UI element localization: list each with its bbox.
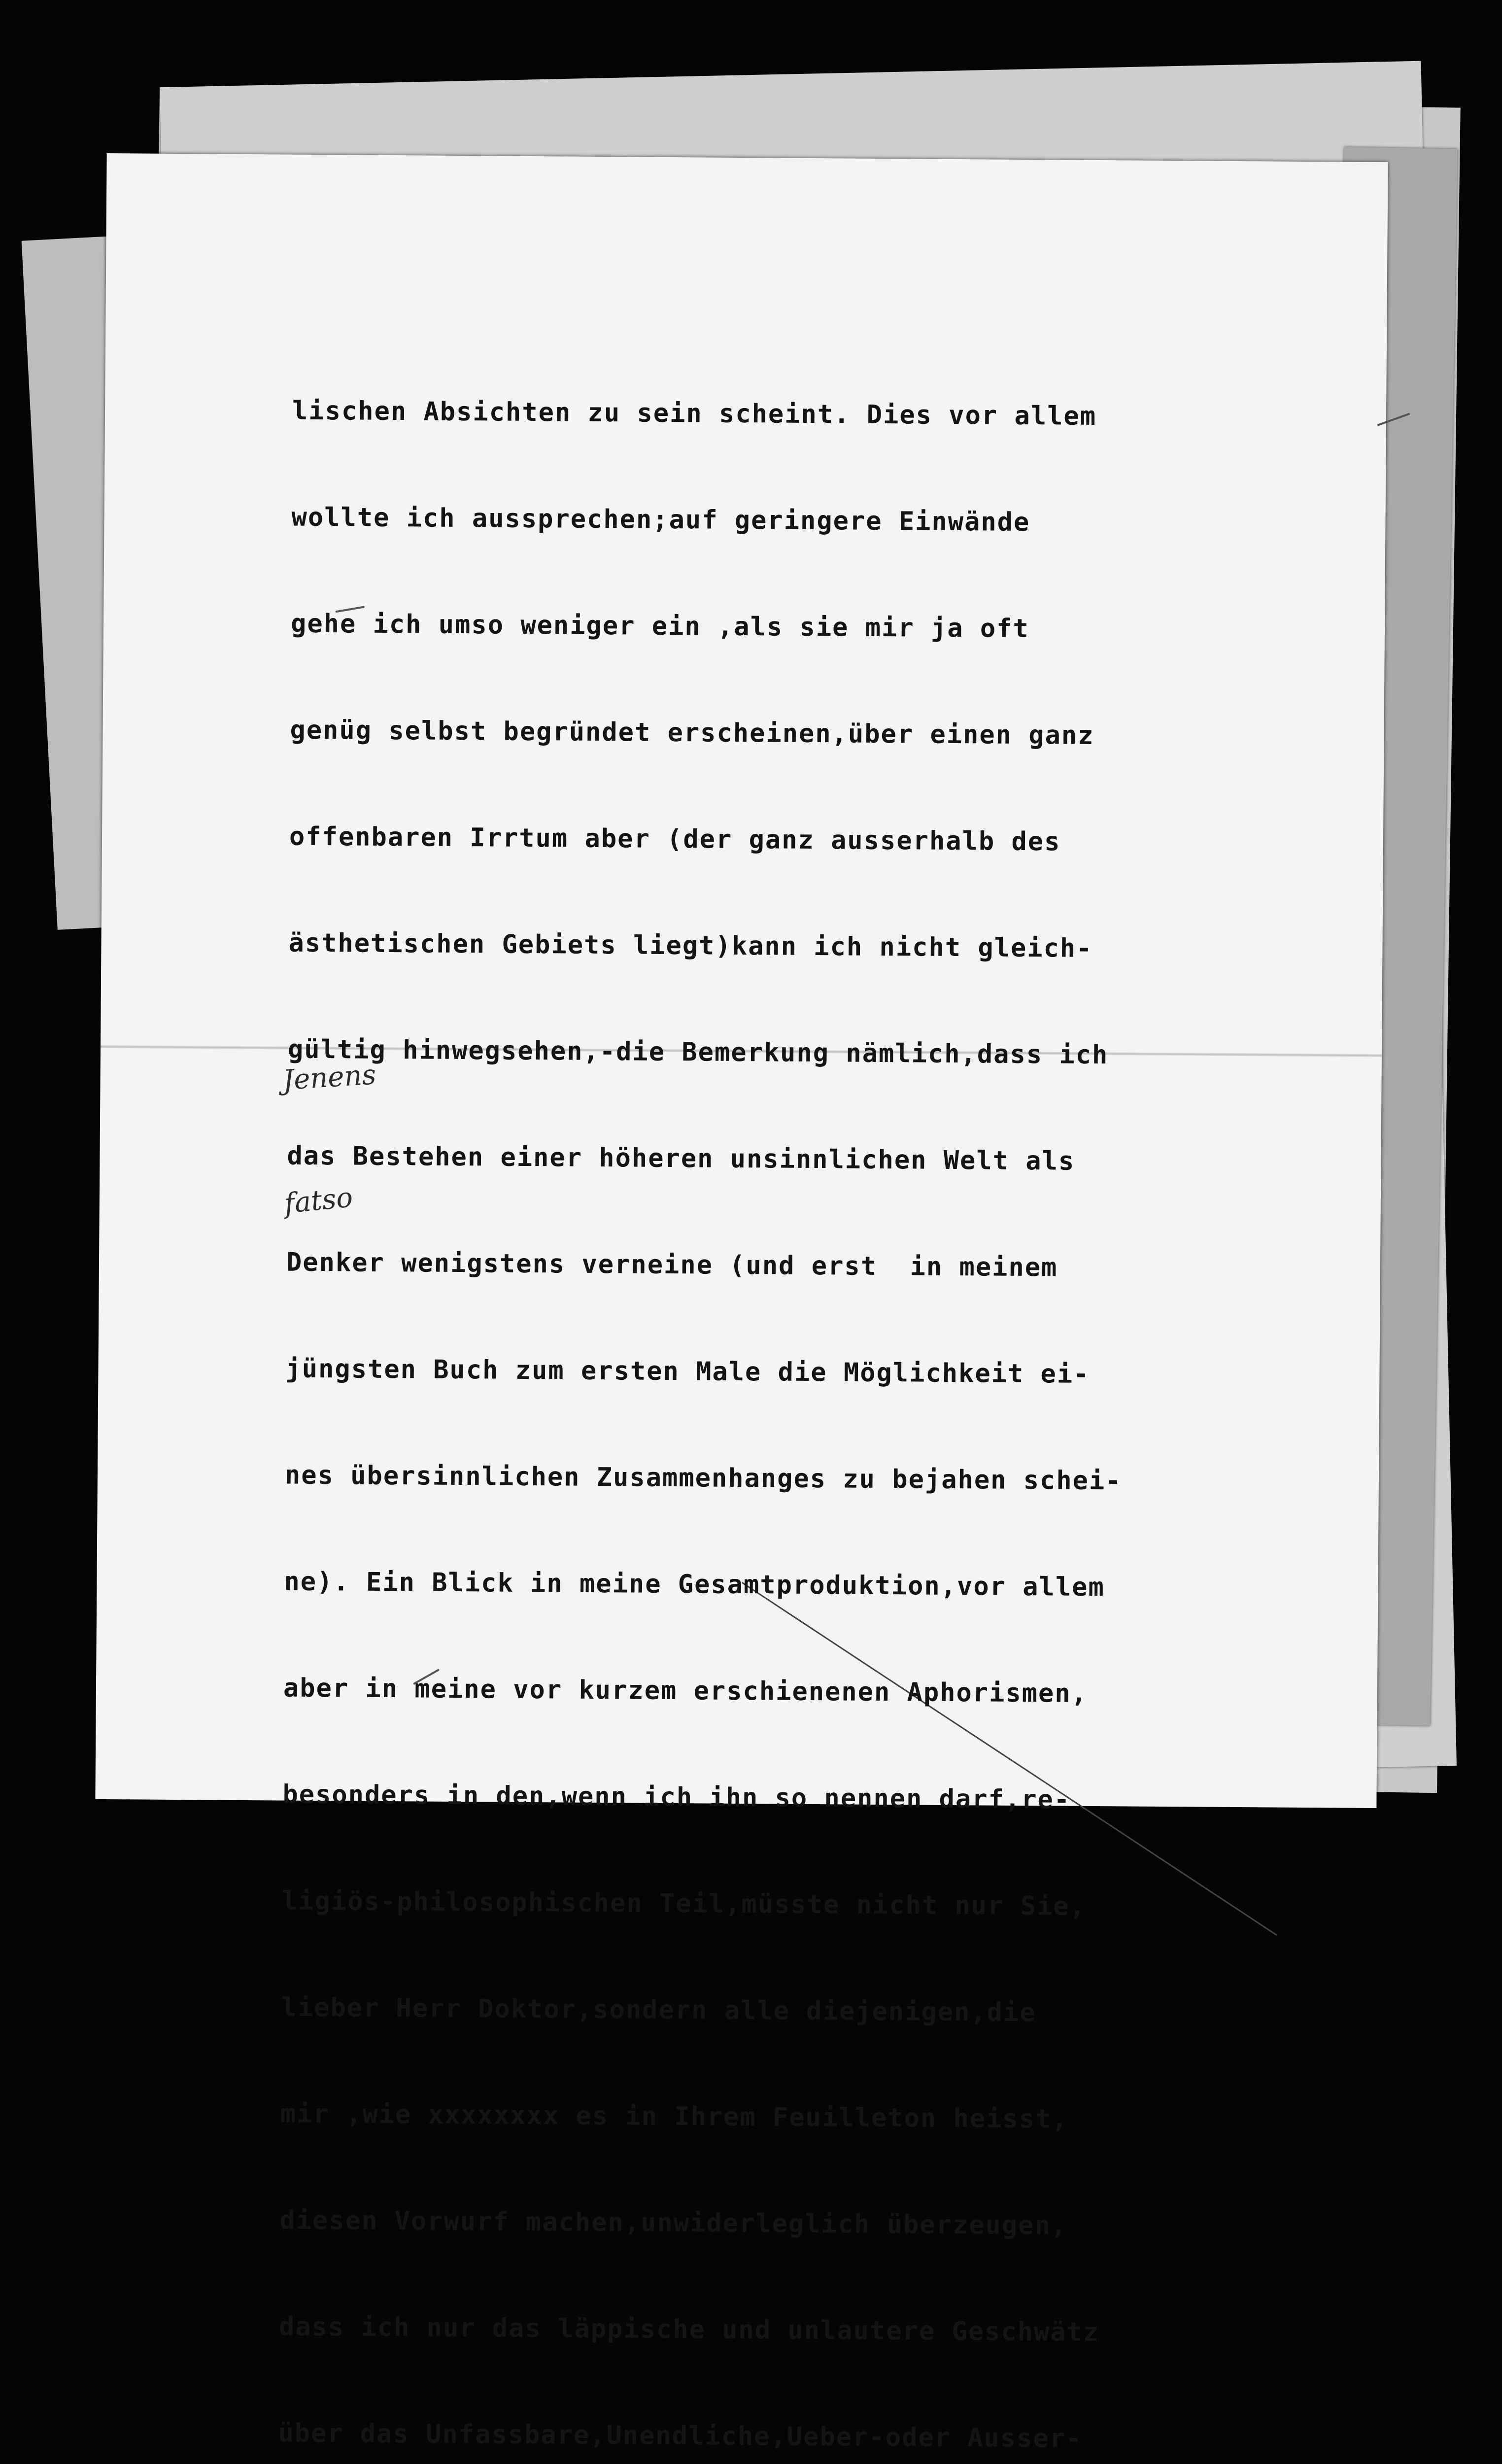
text-line: gültig hinwegsehen,-die Bemerkung nämlich,dass ich [287, 1034, 1109, 1070]
text-line: mir ,wie xxxxxxxx es in Ihrem Feuilleton heisst, [280, 2099, 1068, 2134]
text-line: das Bestehen einer höheren unsinnlichen Welt als [287, 1141, 1075, 1176]
text-line: ästhetischen Gebiets liegt)kann ich nicht gleich- [288, 928, 1093, 963]
text-line: ne). Ein Blick in meine Gesamtproduktion,vor allem [284, 1567, 1105, 1603]
text-line: lieber Herr Doktor,sondern alle diejenigen,die [281, 1992, 1036, 2028]
text-line: wollte ich aussprechen;auf geringere Einwände [291, 502, 1030, 538]
margin-note: Jenens [281, 1059, 377, 1097]
text-line: aber in meine vor kurzem erschienenen Aphorismen, [283, 1673, 1088, 1709]
text-line: genüg selbst begründet erscheinen,über einen ganz [290, 715, 1094, 751]
text-line: Denker wenigstens verneine (und erst in meinem [286, 1247, 1058, 1283]
text-line: diesen Vorwurf machen,unwiderleglich überzeugen, [279, 2205, 1068, 2241]
letter-body [262, 322, 1426, 2464]
text-line: lischen Absichten zu sein scheint. Dies vor allem [292, 396, 1097, 431]
text-line: besonders in den,wenn ich ihn so nennen darf,re- [282, 1780, 1071, 1815]
text-line: über das Unfassbare,Unendliche,Ueber-oder Ausser- [278, 2418, 1083, 2454]
text-line: dass ich nur das läppische und unlautere Geschwätz [278, 2312, 1100, 2348]
text-line: ligiös-philosophischen Teil,müsste nicht nur Sie, [281, 1886, 1087, 1921]
text-line: nes übersinnlichen Zusammenhanges zu bejahen schei- [284, 1460, 1122, 1496]
margin-note: fatso [283, 1181, 354, 1220]
text-line: offenbaren Irrtum aber (der ganz ausserhalb des [289, 821, 1061, 857]
text-line: gehe ich umso weniger ein ,als sie mir ja oft [290, 609, 1030, 644]
text-line: jüngsten Buch zum ersten Male die Möglichkeit ei- [285, 1354, 1090, 1389]
typewritten-page [95, 153, 1388, 2454]
